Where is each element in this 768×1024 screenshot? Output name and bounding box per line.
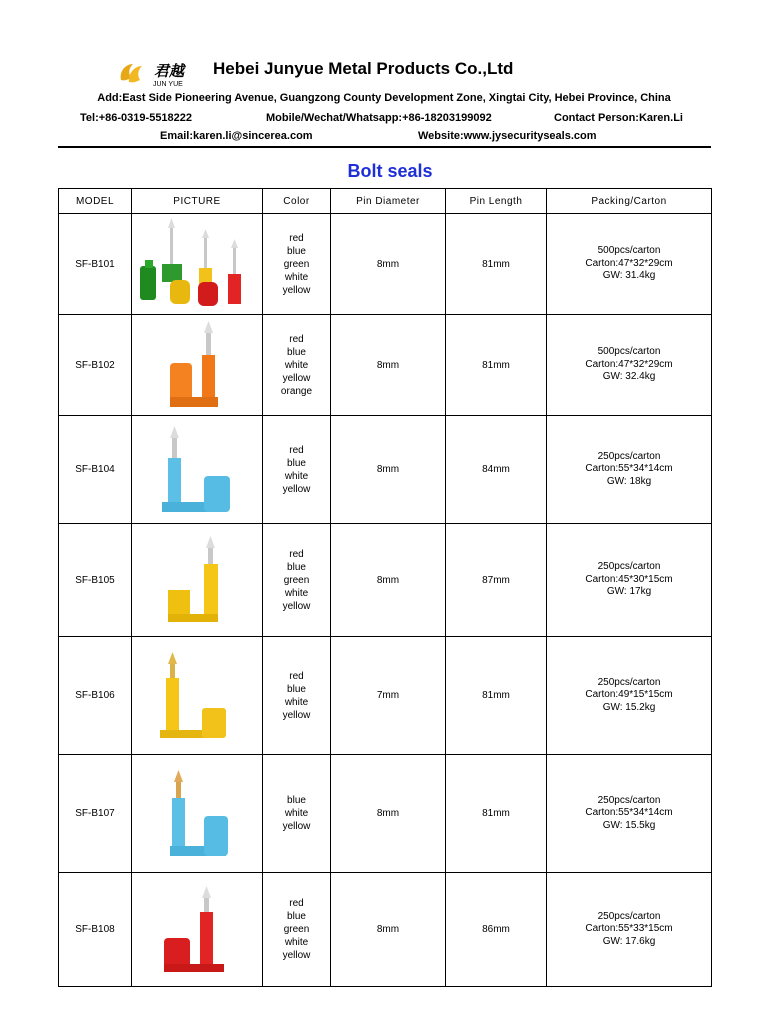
- pin-diameter-cell: 8mm: [331, 416, 446, 524]
- pin-diameter-cell: 8mm: [331, 873, 446, 987]
- gross-weight: GW: 18kg: [606, 475, 652, 487]
- gross-weight: GW: 32.4kg: [602, 371, 656, 383]
- red-bolt-seal-image: [132, 882, 263, 978]
- table-row: [59, 416, 712, 524]
- gross-weight: GW: 17.6kg: [602, 935, 656, 947]
- table-row: [59, 524, 712, 637]
- carton-size: Carton:47*32*29cm: [585, 257, 673, 269]
- pin-length-cell: 84mm: [446, 416, 547, 524]
- pin-length-cell: 81mm: [446, 637, 547, 755]
- gross-weight: GW: 15.5kg: [602, 819, 656, 831]
- picture-cell: [132, 524, 263, 637]
- model-cell: SF-B105: [59, 524, 132, 637]
- pin-diameter-cell: 8mm: [331, 755, 446, 873]
- color-option: blue: [287, 457, 306, 469]
- carton-size: Carton:49*15*15cm: [585, 689, 673, 701]
- packing-cell: [547, 637, 712, 755]
- model-cell: SF-B108: [59, 873, 132, 987]
- model-cell: SF-B107: [59, 755, 132, 873]
- color-option: yellow: [282, 284, 311, 296]
- color-option: yellow: [282, 483, 311, 495]
- picture-cell: [132, 755, 263, 873]
- packing-quantity: 250pcs/carton: [597, 794, 661, 806]
- colors-cell: [263, 315, 331, 416]
- color-option: blue: [287, 245, 306, 257]
- picture-cell: [132, 416, 263, 524]
- table-row: [59, 873, 712, 987]
- color-option: blue: [287, 346, 306, 358]
- color-option: red: [289, 232, 304, 244]
- model-cell: SF-B104: [59, 416, 132, 524]
- color-option: white: [284, 359, 309, 371]
- packing-quantity: 250pcs/carton: [597, 910, 661, 922]
- table-row: [59, 214, 712, 315]
- packing-cell: [547, 873, 712, 987]
- pin-length-cell: 87mm: [446, 524, 547, 637]
- model-cell: SF-B102: [59, 315, 132, 416]
- contact-person: Contact Person:Karen.Li: [554, 112, 683, 124]
- packing-cell: [547, 524, 712, 637]
- color-option: red: [289, 898, 304, 909]
- color-option: green: [283, 258, 310, 270]
- column-header-color: Color: [263, 189, 331, 214]
- telephone: Tel:+86-0319-5518222: [80, 112, 193, 124]
- carton-size: Carton:55*34*14cm: [585, 463, 673, 475]
- color-option: yellow: [282, 709, 311, 721]
- company-name: Hebei Junyue Metal Products Co.,Ltd: [213, 59, 514, 78]
- pin-diameter-cell: 8mm: [331, 214, 446, 315]
- table-row: [59, 755, 712, 873]
- pin-diameter-cell: 8mm: [331, 524, 446, 637]
- pin-diameter-cell: 7mm: [331, 637, 446, 755]
- color-option: white: [284, 937, 309, 948]
- colors-cell: [263, 637, 331, 755]
- three-bolt-seals-image: [132, 216, 263, 312]
- model-cell: SF-B106: [59, 637, 132, 755]
- color-option: blue: [287, 683, 306, 695]
- header-divider: [58, 146, 711, 148]
- gross-weight: GW: 15.2kg: [602, 701, 656, 713]
- gross-weight: GW: 31.4kg: [602, 270, 656, 282]
- carton-size: Carton:45*30*15cm: [585, 573, 673, 585]
- table-row: [59, 637, 712, 755]
- color-option: green: [283, 924, 310, 935]
- color-option: yellow: [282, 372, 311, 384]
- column-header-model: MODEL: [59, 189, 132, 214]
- table-header-row: [59, 189, 712, 214]
- packing-quantity: 500pcs/carton: [597, 346, 661, 358]
- colors-cell: [263, 214, 331, 315]
- colors-cell: [263, 873, 331, 987]
- packing-cell: [547, 214, 712, 315]
- gross-weight: GW: 17kg: [606, 586, 652, 598]
- company-address: Add:East Side Pioneering Avenue, Guangzong County Development Zone, Xingtai City, Hebei Province, China: [97, 92, 671, 104]
- color-option: blue: [287, 795, 306, 806]
- blue-bolt-seal-brass-tip-image: [132, 766, 263, 862]
- column-header-pin-diameter: Pin Diameter: [331, 189, 446, 214]
- table-row: [59, 315, 712, 416]
- picture-cell: [132, 873, 263, 987]
- color-option: yellow: [282, 821, 311, 832]
- carton-size: Carton:47*32*29cm: [585, 358, 673, 370]
- junyue-logo: [117, 58, 197, 88]
- colors-cell: [263, 524, 331, 637]
- color-option: white: [284, 808, 309, 819]
- color-option: orange: [280, 385, 313, 397]
- color-option: red: [289, 670, 304, 682]
- yellow-numbered-bolt-seal-image: [132, 532, 263, 628]
- picture-cell: [132, 214, 263, 315]
- color-option: blue: [287, 911, 306, 922]
- color-option: white: [284, 470, 309, 482]
- carton-size: Carton:55*33*15cm: [585, 923, 673, 935]
- column-header-picture: PICTURE: [132, 189, 263, 214]
- color-option: white: [284, 271, 309, 283]
- color-option: blue: [287, 561, 306, 573]
- picture-cell: [132, 637, 263, 755]
- color-option: red: [289, 333, 304, 345]
- packing-quantity: 250pcs/carton: [597, 450, 661, 462]
- blue-bolt-seal-image: [132, 422, 263, 518]
- email: Email:karen.li@sincerea.com: [160, 130, 313, 142]
- pin-length-cell: 81mm: [446, 214, 547, 315]
- packing-quantity: 250pcs/carton: [597, 676, 661, 688]
- pin-diameter-cell: 8mm: [331, 315, 446, 416]
- color-option: white: [284, 587, 309, 599]
- pin-length-cell: 81mm: [446, 755, 547, 873]
- color-option: red: [289, 444, 304, 456]
- packing-cell: [547, 755, 712, 873]
- color-option: red: [289, 548, 304, 560]
- logo-chinese-text: 君越: [154, 62, 185, 80]
- logo-english-text: JUN YUE: [153, 81, 183, 88]
- packing-cell: [547, 416, 712, 524]
- packing-quantity: 250pcs/carton: [597, 561, 661, 573]
- bolt-seals-table: [58, 188, 712, 987]
- model-cell: SF-B101: [59, 214, 132, 315]
- column-header-packing: Packing/Carton: [547, 189, 712, 214]
- packing-cell: [547, 315, 712, 416]
- color-option: white: [284, 696, 309, 708]
- color-option: green: [283, 574, 310, 586]
- colors-cell: [263, 755, 331, 873]
- mobile: Mobile/Wechat/Whatsapp:+86-18203199092: [266, 112, 492, 124]
- color-option: yellow: [282, 600, 311, 612]
- color-option: yellow: [282, 950, 311, 961]
- yellow-bolt-seal-image: [132, 648, 263, 744]
- orange-bolt-seal-image: [132, 317, 263, 413]
- letterhead: [0, 0, 768, 150]
- picture-cell: [132, 315, 263, 416]
- packing-quantity: 500pcs/carton: [597, 245, 661, 257]
- carton-size: Carton:55*34*14cm: [585, 807, 673, 819]
- page-title: Bolt seals: [347, 161, 433, 181]
- colors-cell: [263, 416, 331, 524]
- column-header-pin-length: Pin Length: [446, 189, 547, 214]
- website: Website:www.jysecurityseals.com: [418, 130, 597, 142]
- pin-length-cell: 81mm: [446, 315, 547, 416]
- pin-length-cell: 86mm: [446, 873, 547, 987]
